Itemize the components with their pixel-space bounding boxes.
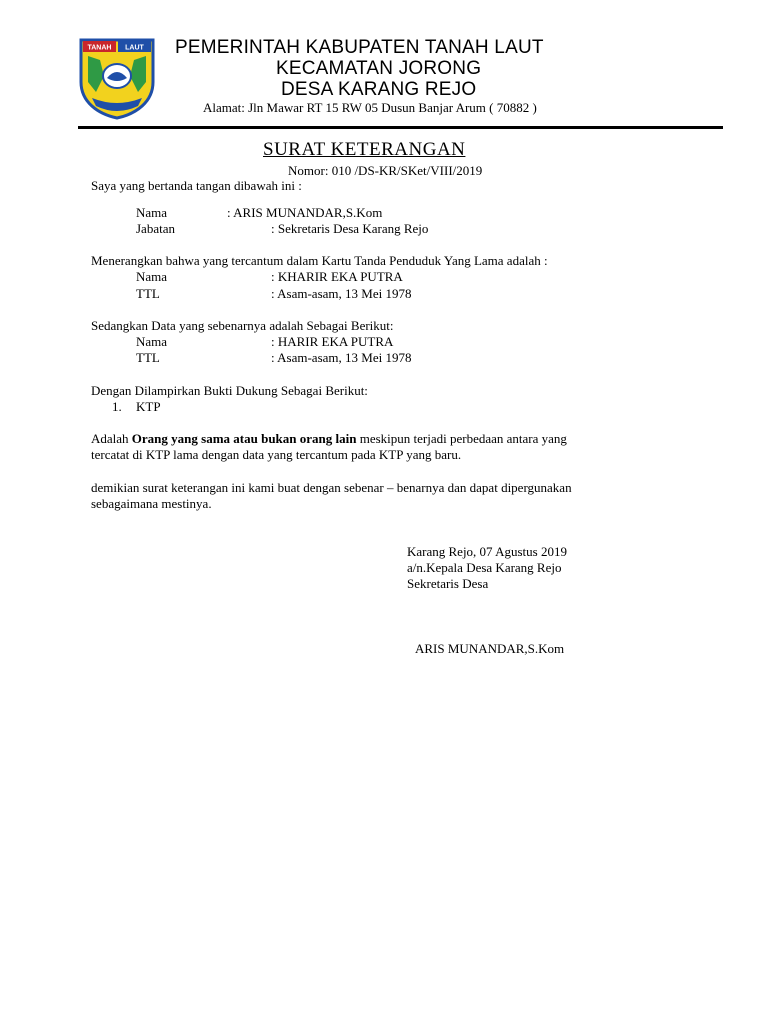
header-address: Alamat: Jln Mawar RT 15 RW 05 Dusun Banjar Arum ( 70882 ): [203, 100, 537, 115]
on-behalf: a/n.Kepala Desa Karang Rejo: [407, 560, 562, 575]
header-line-3: DESA KARANG REJO: [281, 79, 477, 100]
logo-text-left: TANAH: [87, 44, 112, 52]
logo-text-right: LAUT: [125, 44, 144, 52]
statement-line-1: [91, 431, 567, 447]
signer-name-value: : ARIS MUNANDAR,S.Kom: [227, 205, 383, 220]
regency-emblem-logo: [78, 36, 156, 120]
old-ttl-label: TTL: [136, 286, 160, 301]
closing-line-1: demikian surat keterangan ini kami buat dengan sebenar – benarnya dan dapat dipergunakan: [91, 480, 572, 495]
new-ttl-label: TTL: [136, 350, 160, 365]
signer-position-label: Jabatan: [136, 221, 175, 236]
closing-line-2: sebagaimana mestinya.: [91, 496, 212, 511]
old-data-intro: Menerangkan bahwa yang tercantum dalam Kartu Tanda Penduduk Yang Lama adalah :: [91, 253, 548, 268]
statement-prefix: Adalah: [91, 431, 132, 446]
new-data-intro: Sedangkan Data yang sebenarnya adalah Sebagai Berikut:: [91, 318, 394, 333]
new-name-value: : HARIR EKA PUTRA: [271, 334, 394, 349]
signer-name-label: Nama: [136, 205, 168, 220]
new-name-label: Nama: [136, 334, 168, 349]
signer-position-value: : Sekretaris Desa Karang Rejo: [271, 221, 429, 236]
intro-text: Saya yang bertanda tangan dibawah ini :: [91, 178, 302, 193]
signer-name: ARIS MUNANDAR,S.Kom: [415, 641, 565, 656]
header-line-1: PEMERINTAH KABUPATEN TANAH LAUT: [175, 37, 544, 58]
attachments-intro: Dengan Dilampirkan Bukti Dukung Sebagai Berikut:: [91, 383, 368, 398]
old-name-label: Nama: [136, 269, 168, 284]
statement-line-2: tercatat di KTP lama dengan data yang tercantum pada KTP yang baru.: [91, 447, 462, 462]
statement-suffix: meskipun terjadi perbedaan antara yang: [356, 431, 567, 446]
new-ttl-value: : Asam-asam, 13 Mei 1978: [271, 350, 412, 365]
attachment-item: KTP: [136, 399, 161, 414]
header-divider: [78, 126, 723, 129]
header-line-2: KECAMATAN JORONG: [276, 58, 482, 79]
attachment-number: 1.: [112, 399, 122, 414]
old-name-value: : KHARIR EKA PUTRA: [271, 269, 403, 284]
letter-title: SURAT KETERANGAN: [263, 139, 466, 160]
signer-title: Sekretaris Desa: [407, 576, 489, 591]
old-ttl-value: : Asam-asam, 13 Mei 1978: [271, 286, 412, 301]
place-date: Karang Rejo, 07 Agustus 2019: [407, 544, 567, 559]
statement-bold: Orang yang sama atau bukan orang lain: [131, 431, 357, 446]
letter-number: Nomor: 010 /DS-KR/SKet/VIII/2019: [288, 163, 483, 178]
